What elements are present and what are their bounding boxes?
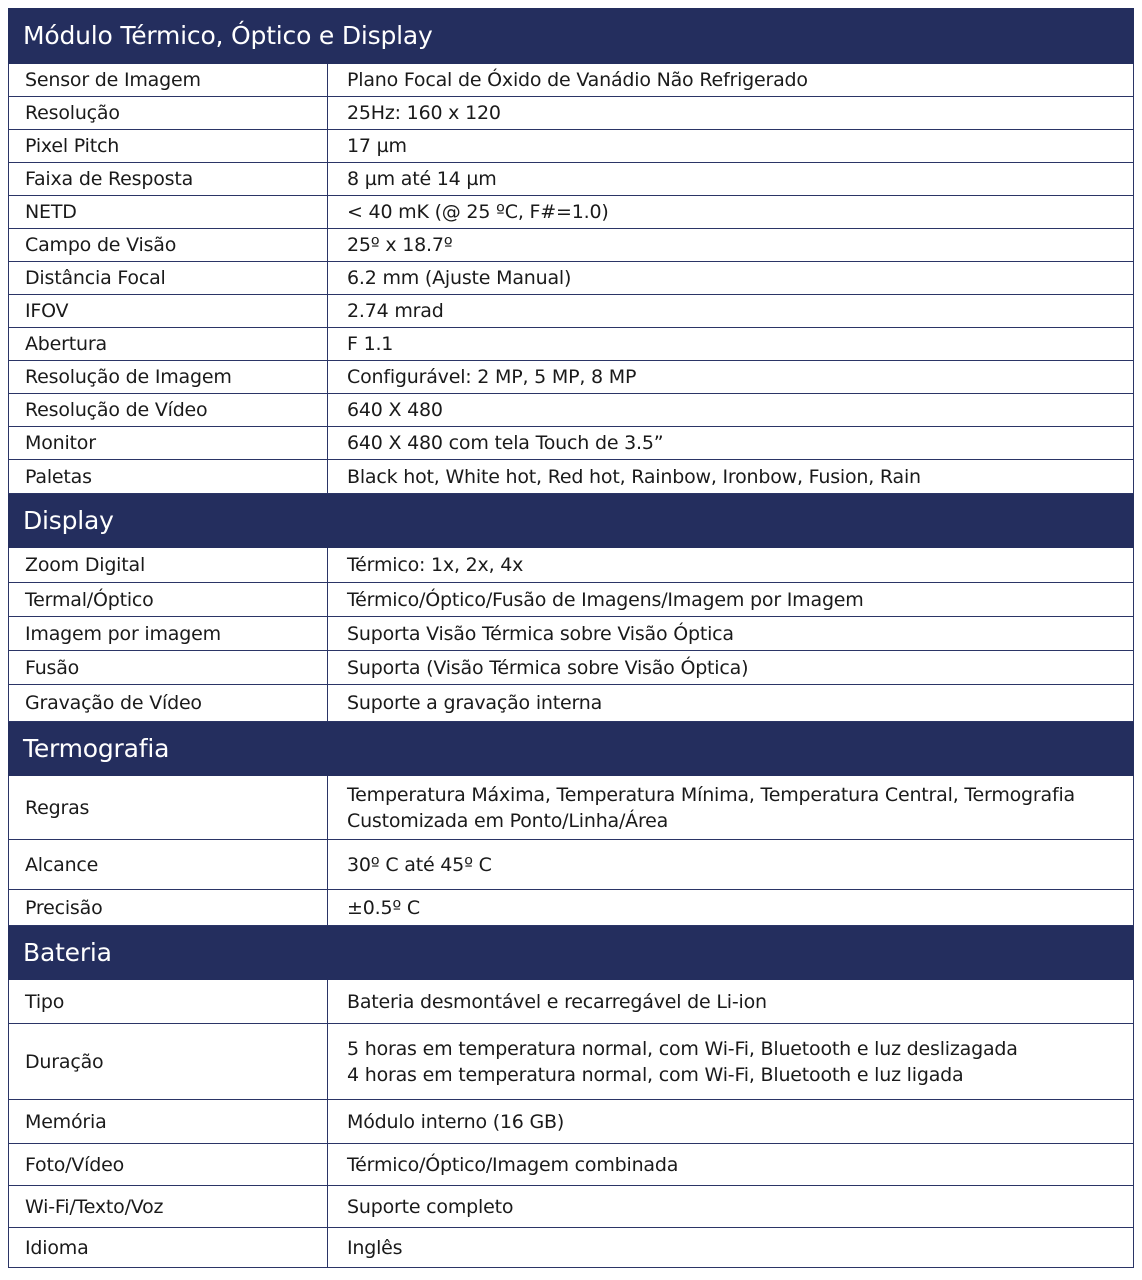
spec-value: 8 µm até 14 µm bbox=[328, 163, 1134, 196]
spec-value: Plano Focal de Óxido de Vanádio Não Refrigerado bbox=[328, 64, 1134, 97]
spec-label: Abertura bbox=[9, 328, 328, 361]
spec-label: Idioma bbox=[9, 1228, 328, 1268]
spec-value bbox=[328, 1024, 1134, 1100]
spec-value: 25º x 18.7º bbox=[328, 229, 1134, 262]
spec-label: Wi-Fi/Texto/Voz bbox=[9, 1186, 328, 1228]
table-row bbox=[9, 1186, 1134, 1228]
spec-label: Distância Focal bbox=[9, 262, 328, 295]
table-row bbox=[9, 651, 1134, 685]
spec-value-line: 5 horas em temperatura normal, com Wi-Fi, Bluetooth e luz deslizagada bbox=[347, 1037, 1018, 1060]
spec-label: Foto/Vídeo bbox=[9, 1144, 328, 1186]
table-row bbox=[9, 394, 1134, 427]
table-row bbox=[9, 1100, 1134, 1144]
table-row bbox=[9, 776, 1134, 840]
table-row bbox=[9, 97, 1134, 130]
table-row bbox=[9, 548, 1134, 583]
table-row bbox=[9, 685, 1134, 722]
table-row bbox=[9, 583, 1134, 617]
spec-value: Suporta (Visão Térmica sobre Visão Óptica) bbox=[328, 651, 1134, 685]
spec-label: Resolução bbox=[9, 97, 328, 130]
spec-label: Paletas bbox=[9, 460, 328, 494]
section-title: Termografia bbox=[9, 722, 1134, 776]
spec-value: 17 µm bbox=[328, 130, 1134, 163]
spec-value bbox=[328, 776, 1134, 840]
table-row bbox=[9, 1228, 1134, 1268]
table-row bbox=[9, 295, 1134, 328]
spec-label: IFOV bbox=[9, 295, 328, 328]
spec-label: Campo de Visão bbox=[9, 229, 328, 262]
spec-value: Inglês bbox=[328, 1228, 1134, 1268]
section-title: Módulo Térmico, Óptico e Display bbox=[9, 9, 1134, 64]
spec-label: Duração bbox=[9, 1024, 328, 1100]
spec-value: Suporte a gravação interna bbox=[328, 685, 1134, 722]
table-row bbox=[9, 890, 1134, 926]
table-row bbox=[9, 460, 1134, 494]
table-row bbox=[9, 64, 1134, 97]
table-row bbox=[9, 980, 1134, 1024]
spec-value: 640 X 480 com tela Touch de 3.5” bbox=[328, 427, 1134, 460]
spec-label: Tipo bbox=[9, 980, 328, 1024]
table-row bbox=[9, 163, 1134, 196]
spec-label: Resolução de Imagem bbox=[9, 361, 328, 394]
spec-label: Gravação de Vídeo bbox=[9, 685, 328, 722]
spec-value: 640 X 480 bbox=[328, 394, 1134, 427]
spec-label: Zoom Digital bbox=[9, 548, 328, 583]
spec-value: Módulo interno (16 GB) bbox=[328, 1100, 1134, 1144]
spec-value: Configurável: 2 MP, 5 MP, 8 MP bbox=[328, 361, 1134, 394]
table-row bbox=[9, 617, 1134, 651]
spec-value-line: 4 horas em temperatura normal, com Wi-Fi, Bluetooth e luz ligada bbox=[347, 1063, 964, 1086]
spec-value: Suporta Visão Térmica sobre Visão Óptica bbox=[328, 617, 1134, 651]
spec-label: NETD bbox=[9, 196, 328, 229]
spec-table bbox=[8, 8, 1134, 1268]
table-row bbox=[9, 328, 1134, 361]
spec-label: Precisão bbox=[9, 890, 328, 926]
section-header bbox=[9, 494, 1134, 548]
section-header bbox=[9, 722, 1134, 776]
section-title: Display bbox=[9, 494, 1134, 548]
spec-label: Monitor bbox=[9, 427, 328, 460]
spec-label: Alcance bbox=[9, 840, 328, 890]
spec-value: Térmico: 1x, 2x, 4x bbox=[328, 548, 1134, 583]
spec-value-line: Temperatura Máxima, Temperatura Mínima, Temperatura Central, Termografia bbox=[347, 783, 1075, 806]
spec-label: Memória bbox=[9, 1100, 328, 1144]
spec-label: Pixel Pitch bbox=[9, 130, 328, 163]
table-row bbox=[9, 361, 1134, 394]
spec-value: F 1.1 bbox=[328, 328, 1134, 361]
spec-label: Regras bbox=[9, 776, 328, 840]
table-row bbox=[9, 840, 1134, 890]
spec-value: Térmico/Óptico/Fusão de Imagens/Imagem por Imagem bbox=[328, 583, 1134, 617]
spec-label: Termal/Óptico bbox=[9, 583, 328, 617]
spec-label: Resolução de Vídeo bbox=[9, 394, 328, 427]
spec-value: 2.74 mrad bbox=[328, 295, 1134, 328]
spec-value: Bateria desmontável e recarregável de Li-ion bbox=[328, 980, 1134, 1024]
section-title: Bateria bbox=[9, 926, 1134, 980]
spec-label: Imagem por imagem bbox=[9, 617, 328, 651]
table-row bbox=[9, 229, 1134, 262]
section-header bbox=[9, 9, 1134, 64]
spec-value: ±0.5º C bbox=[328, 890, 1134, 926]
table-row bbox=[9, 130, 1134, 163]
spec-value: 30º C até 45º C bbox=[328, 840, 1134, 890]
section-header bbox=[9, 926, 1134, 980]
spec-value: 25Hz: 160 x 120 bbox=[328, 97, 1134, 130]
spec-value: < 40 mK (@ 25 ºC, F#=1.0) bbox=[328, 196, 1134, 229]
table-row bbox=[9, 1024, 1134, 1100]
table-row bbox=[9, 196, 1134, 229]
table-row bbox=[9, 427, 1134, 460]
spec-label: Faixa de Resposta bbox=[9, 163, 328, 196]
spec-value: Black hot, White hot, Red hot, Rainbow, Ironbow, Fusion, Rain bbox=[328, 460, 1134, 494]
spec-label: Fusão bbox=[9, 651, 328, 685]
spec-value: 6.2 mm (Ajuste Manual) bbox=[328, 262, 1134, 295]
spec-value-line: Customizada em Ponto/Linha/Área bbox=[347, 809, 669, 832]
spec-value: Térmico/Óptico/Imagem combinada bbox=[328, 1144, 1134, 1186]
table-row bbox=[9, 262, 1134, 295]
spec-label: Sensor de Imagem bbox=[9, 64, 328, 97]
spec-value: Suporte completo bbox=[328, 1186, 1134, 1228]
table-row bbox=[9, 1144, 1134, 1186]
